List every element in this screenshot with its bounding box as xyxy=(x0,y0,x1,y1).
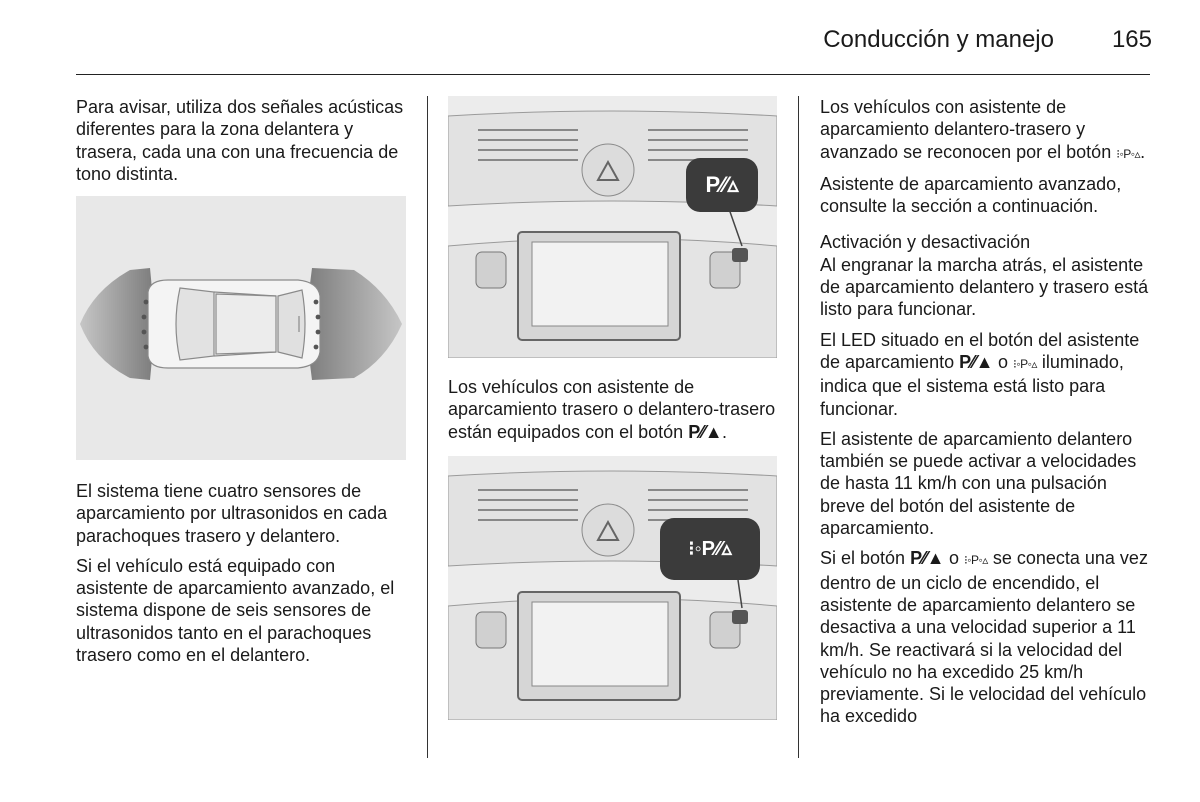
dashboard-figure-rear xyxy=(448,96,777,358)
page-number: 165 xyxy=(1111,26,1152,53)
paragraph-deactivation-text-2: se conecta una vez dentro de un ciclo de encendido, el asistente de aparcamiento delantero se desactiva a una velocidad superior a 11 km/h. Se reactivará si la velocidad del vehículo no ha excedido 25 km/h previamente. Si le velocidad del vehículo ha excedido xyxy=(820,548,1148,727)
paragraph-front-activation: El asistente de aparcamiento delantero también se puede activar a velocidades de hasta 11 km/h con una pulsación breve del botón del asistente de aparcamiento. xyxy=(820,428,1137,539)
paragraph-rear-button-text: Los vehículos con asistente de aparcamiento trasero o delantero-trasero están equipados con el botón xyxy=(448,377,776,442)
parking-rear-icon: P⁄⁄▲ xyxy=(688,421,723,442)
parking-rear-icon: P⁄⁄▲ xyxy=(959,351,993,372)
parking-button-badge-rear: P⁄⁄▵ xyxy=(705,172,739,197)
paragraph-deactivation-or: o xyxy=(948,548,959,569)
paragraph-six-sensors: Si el vehículo está equipado con asistente de aparcamiento avanzado, el sistema dispone de seis sensores de ultrasonidos tanto en el parachoques trasero como en el delantero. xyxy=(76,555,395,666)
left-column-lower xyxy=(76,480,410,674)
header-title: Conducción y manejo xyxy=(823,26,1054,53)
paragraph-led-text-2: iluminado, indica que el sistema está listo para funcionar. xyxy=(820,351,1124,419)
column-divider-2 xyxy=(798,96,799,758)
paragraph-advanced-button: Los vehículos con asistente de aparcamiento delantero-trasero y avanzado se reconocen por el botón ⁝◦P◦▵. xyxy=(820,97,1146,162)
parking-rear-icon: P⁄⁄▲ xyxy=(910,548,944,569)
paragraph-led-or: o xyxy=(997,351,1008,372)
paragraph-acoustic-signals: Para avisar, utiliza dos señales acústicas diferentes para la zona delantera y trasera, cada una con una frecuencia de tono distinta. xyxy=(76,97,404,184)
parking-advanced-icon: ⁝◦P◦▵ xyxy=(1013,356,1037,371)
column-divider-1 xyxy=(427,96,428,758)
paragraph-led xyxy=(820,329,1152,420)
paragraph-rear-button: Los vehículos con asistente de aparcamiento trasero o delantero-trasero están equipados con el botón P⁄⁄▲. xyxy=(448,377,776,442)
section-heading-activation: Activación y desactivación xyxy=(820,232,1031,253)
paragraph-led-text-1: El LED situado en el botón del asistente de aparcamiento xyxy=(820,329,1140,372)
header-rule xyxy=(76,74,1150,75)
paragraph-advanced-reference: Asistente de aparcamiento avanzado, consulte la sección a continuación. xyxy=(820,173,1122,217)
paragraph-deactivation xyxy=(820,547,1152,727)
parking-button-badge-advanced: ⁝◦P⁄⁄▵ xyxy=(688,538,732,560)
paragraph-deactivation-text-1: Si el botón xyxy=(820,548,906,569)
sensor-zones-figure xyxy=(76,196,406,460)
paragraph-advanced-button-text: Los vehículos con asistente de aparcamiento delantero-trasero y avanzado se reconocen por el botón xyxy=(820,97,1112,162)
paragraph-four-sensors: El sistema tiene cuatro sensores de aparcamiento por ultrasonidos en cada parachoques trasero y delantero. xyxy=(76,481,388,546)
parking-advanced-icon: ⁝◦P◦▵ xyxy=(1116,146,1141,161)
middle-caption xyxy=(448,376,778,451)
dashboard-figure-advanced xyxy=(448,456,777,720)
paragraph-reverse-gear: Al engranar la marcha atrás, el asistente de aparcamiento delantero y trasero está listo para funcionar. xyxy=(820,254,1149,320)
left-column xyxy=(76,96,410,193)
parking-advanced-icon: ⁝◦P◦▵ xyxy=(963,553,988,568)
right-column xyxy=(820,96,1152,736)
